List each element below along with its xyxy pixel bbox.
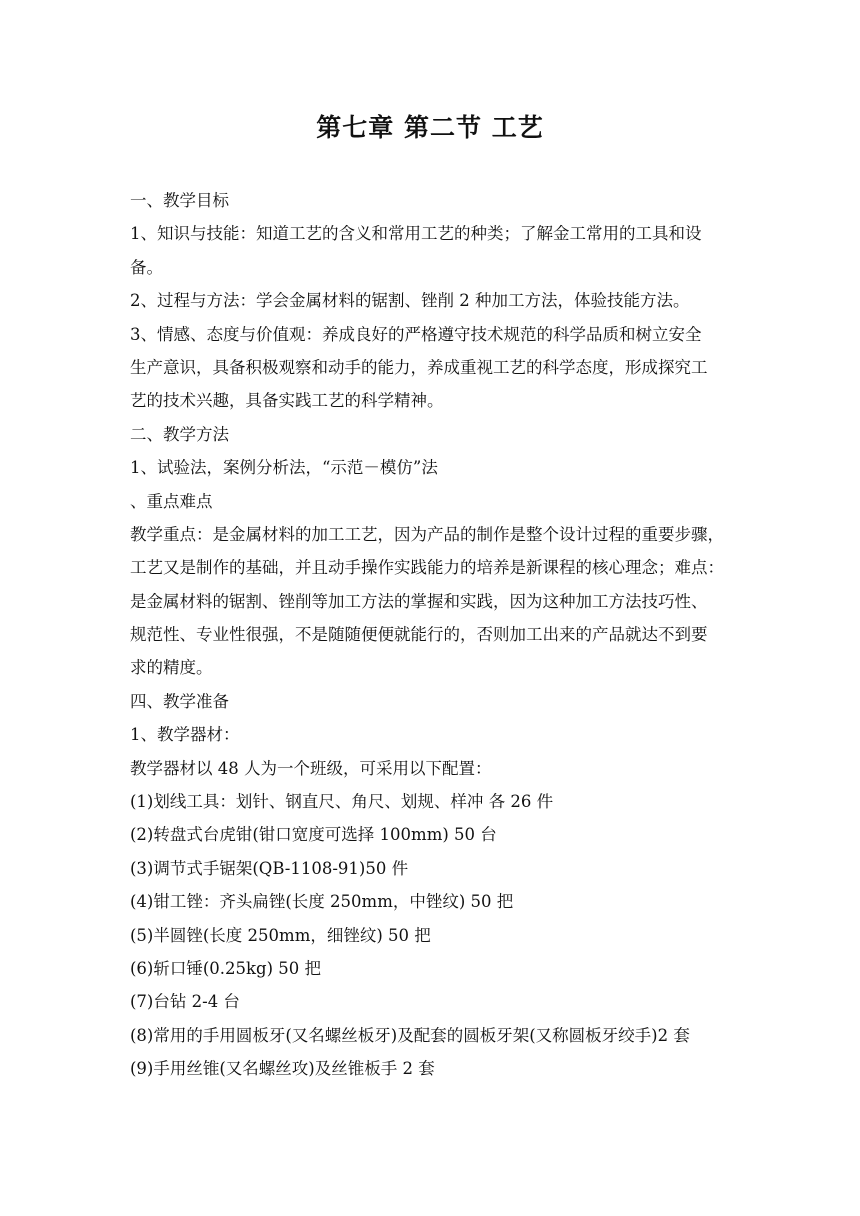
objective-knowledge-line: 1、知识与技能：知道工艺的含义和常用工艺的种类；了解金工常用的工具和设	[130, 224, 702, 244]
objective-attitude-line: 3、情感、态度与价值观：养成良好的严格遵守技术规范的科学品质和树立安全	[130, 324, 702, 344]
section-heading-preparation: 四、教学准备	[130, 691, 229, 711]
equipment-item: (7)台钻 2-4 台	[130, 992, 240, 1012]
key-points-line: 求的精度。	[130, 658, 213, 678]
equipment-item: (6)斩口锤(0.25kg) 50 把	[130, 958, 322, 978]
equipment-item: (2)转盘式台虎钳(钳口宽度可选择 100mm) 50 台	[130, 825, 497, 845]
equipment-item: (4)钳工锉：齐头扁锉(长度 250mm，中锉纹) 50 把	[130, 892, 514, 912]
objective-knowledge-line: 备。	[130, 257, 163, 277]
equipment-item: (3)调节式手锯架(QB-1108-91)50 件	[130, 858, 409, 878]
section-heading-objectives: 一、教学目标	[130, 191, 229, 210]
equipment-item: (5)半圆锉(长度 250mm，细锉纹) 50 把	[130, 925, 431, 945]
key-points-line: 是金属材料的锯割、锉削等加工方法的掌握和实践，因为这种加工方法技巧性、	[130, 591, 708, 611]
document-body	[130, 184, 732, 1086]
section-heading-key-points: 、重点难点	[130, 491, 213, 511]
objective-process-line: 2、过程与方法：学会金属材料的锯割、锉削 2 种加工方法，体验技能方法。	[130, 291, 690, 311]
key-points-line: 规范性、专业性很强，不是随随便便就能行的，否则加工出来的产品就达不到要	[130, 625, 708, 645]
key-points-line: 工艺又是制作的基础，并且动手操作实践能力的培养是新课程的核心理念；难点：	[130, 558, 724, 578]
equipment-item: (8)常用的手用圆板牙(又名螺丝板牙)及配套的圆板牙架(又称圆板牙绞手)2 套	[130, 1025, 690, 1045]
page-title: 第七章 第二节 工艺	[316, 113, 544, 142]
equipment-heading: 1、教学器材：	[130, 725, 240, 745]
equipment-item: (9)手用丝锥(又名螺丝攻)及丝锥板手 2 套	[130, 1059, 435, 1079]
objective-attitude-line: 生产意识，具备积极观察和动手的能力，养成重视工艺的科学态度，形成探究工	[130, 357, 708, 377]
section-heading-methods: 二、教学方法	[130, 424, 229, 444]
equipment-intro: 教学器材以 48 人为一个班级，可采用以下配置：	[130, 758, 492, 778]
methods-line: 1、试验法，案例分析法，“示范－模仿”法	[130, 458, 438, 478]
equipment-item: (1)划线工具：划针、钢直尺、角尺、划规、样冲 各 26 件	[130, 792, 554, 812]
key-points-line: 教学重点：是金属材料的加工工艺，因为产品的制作是整个设计过程的重要步骤，	[130, 524, 724, 544]
objective-attitude-line: 艺的技术兴趣，具备实践工艺的科学精神。	[130, 391, 444, 411]
